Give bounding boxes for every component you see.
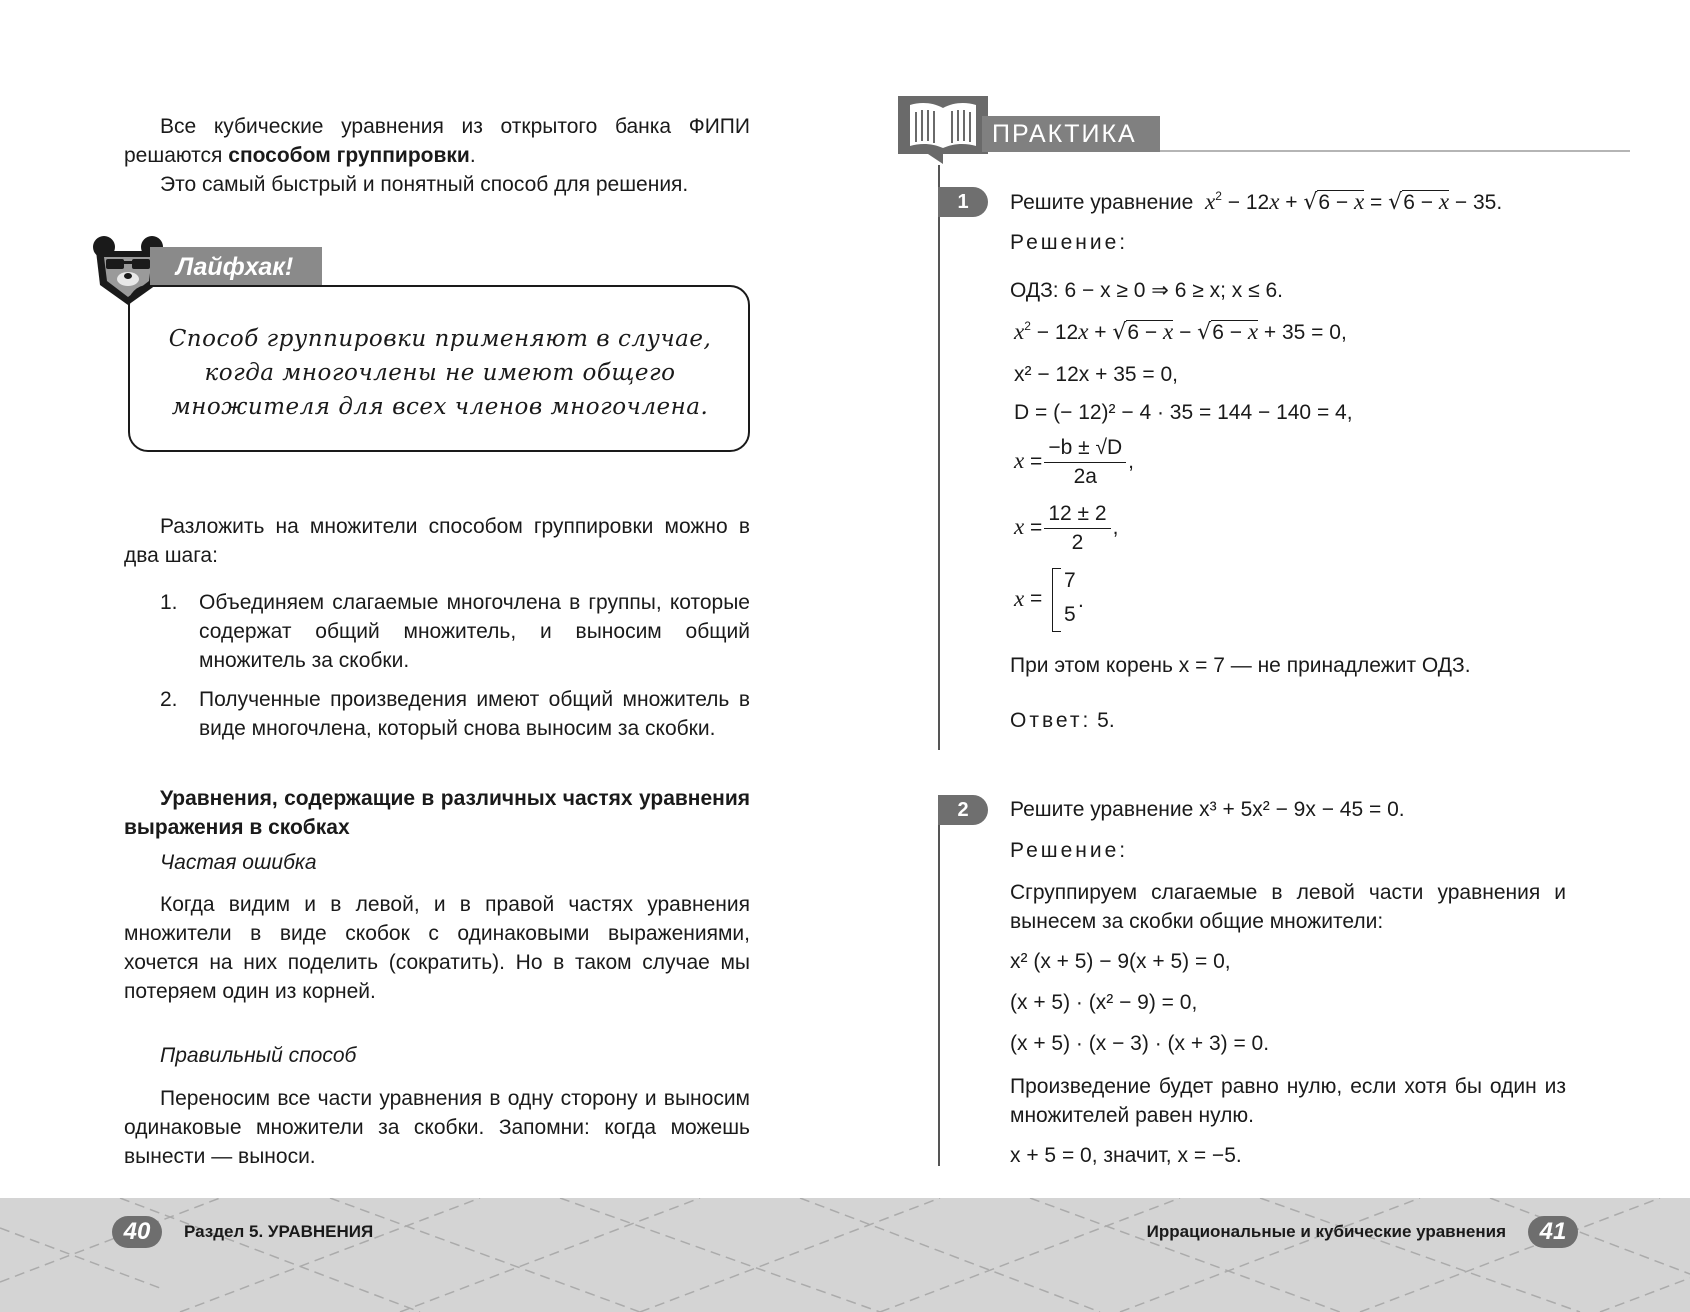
task1-solution-label: Решение: [1010, 231, 1129, 254]
lifehack-banner: Лайфхак! [150, 247, 322, 287]
right-page-number: 41 [1528, 1216, 1578, 1248]
task1-answer: Ответ: 5. [1010, 709, 1115, 732]
task1-prompt: Решите уравнение $x^2 - 12x + √6 - x = √6 - x - 35$. [1010, 189, 1503, 215]
mistake-heading: Частая ошибка [160, 851, 317, 874]
mistake-text: Когда видим и в левой, и в правой частях уравнения множители в виде скобок с одинаковыми выражениями, хочется на них поделить (сократить). Но в таком случае мы потеряем один из корней. [124, 893, 750, 1003]
factor-intro: Разложить на множители способом группировки можно в два шага: [124, 515, 750, 567]
lifehack-text: Способ группировки применяют в случае, когда многочлены не имеют общего множителя для всех членов многочлена. [168, 326, 712, 420]
task1-note: При этом корень x = 7 — не принадлежит ОДЗ. [1010, 654, 1471, 677]
intro-paragraph: Все кубические уравнения из открытого банка ФИПИ решаются способом группировки. [124, 115, 750, 167]
task1-frac2: x = $\frac{12 \pm 2}{2}$ , [1014, 502, 1119, 554]
task2-text2: Произведение будет равно нулю, если хотя бы один из множителей равен нулю. [1010, 1075, 1566, 1127]
task2-text1: Сгруппируем слагаемые в левой части уравнения и вынесем за скобки общие множители: [1010, 881, 1566, 933]
root-bracket [1052, 568, 1061, 632]
task1-frac1: x = $\frac{-b \pm √D}{2a}$ , [1014, 436, 1134, 488]
task2-line2: (x + 5) · (x² − 9) = 0, [1010, 991, 1198, 1014]
footer [0, 1198, 1690, 1312]
correct-text: Переносим все части уравнения в одну сторону и выносим одинаковые множители за скобки. Запомни: когда можешь вынести — выноси. [124, 1087, 750, 1168]
list-item: 1. Объединяем слагаемые многочлена в группы, которые содержат общий множитель, и выносим общий множитель за скобки. [160, 591, 750, 672]
task2-line4: x + 5 = 0, значит, x = −5. [1010, 1144, 1242, 1167]
task2-line1: x² (x + 5) − 9(x + 5) = 0, [1010, 950, 1231, 973]
task2-line3: (x + 5) · (x − 3) · (x + 3) = 0. [1010, 1032, 1270, 1055]
practice-rule [1160, 150, 1630, 152]
task1-line2: x² − 12x + 35 = 0, [1014, 363, 1179, 386]
section-heading: Уравнения, содержащие в различных частях уравнения выражения в скобках [124, 787, 750, 839]
list-item: 2. Полученные произведения имеют общий множитель в виде многочлена, который снова выносим за скобки. [160, 688, 750, 740]
task2-number: 2 [938, 795, 988, 825]
task1-number: 1 [938, 187, 988, 217]
task2-line [938, 810, 940, 1166]
book-icon [898, 96, 988, 164]
left-page-number: 40 [112, 1216, 162, 1248]
correct-heading: Правильный способ [160, 1044, 357, 1067]
right-footer-title: Иррациональные и кубические уравнения [1146, 1222, 1506, 1241]
task1-line [938, 165, 940, 750]
task2-prompt: Решите уравнение x³ + 5x² − 9x − 45 = 0. [1010, 798, 1405, 821]
task1-odz: ОДЗ: 6 − x ≥ 0 ⇒ 6 ≥ x; x ≤ 6. [1010, 279, 1283, 302]
left-footer-section: Раздел 5. УРАВНЕНИЯ [184, 1222, 374, 1241]
practice-banner: ПРАКТИКА [982, 116, 1160, 152]
task2-solution-label: Решение: [1010, 839, 1129, 862]
task1-line3: D = (− 12)² − 4 · 35 = 144 − 140 = 4, [1014, 401, 1353, 424]
task1-line1: $x^2 - 12x + √6 - x - √6 - x + 35 = 0$, [1014, 319, 1347, 345]
intro-paragraph-2: Это самый быстрый и понятный способ для решения. [160, 173, 689, 196]
steps-list [160, 588, 750, 743]
